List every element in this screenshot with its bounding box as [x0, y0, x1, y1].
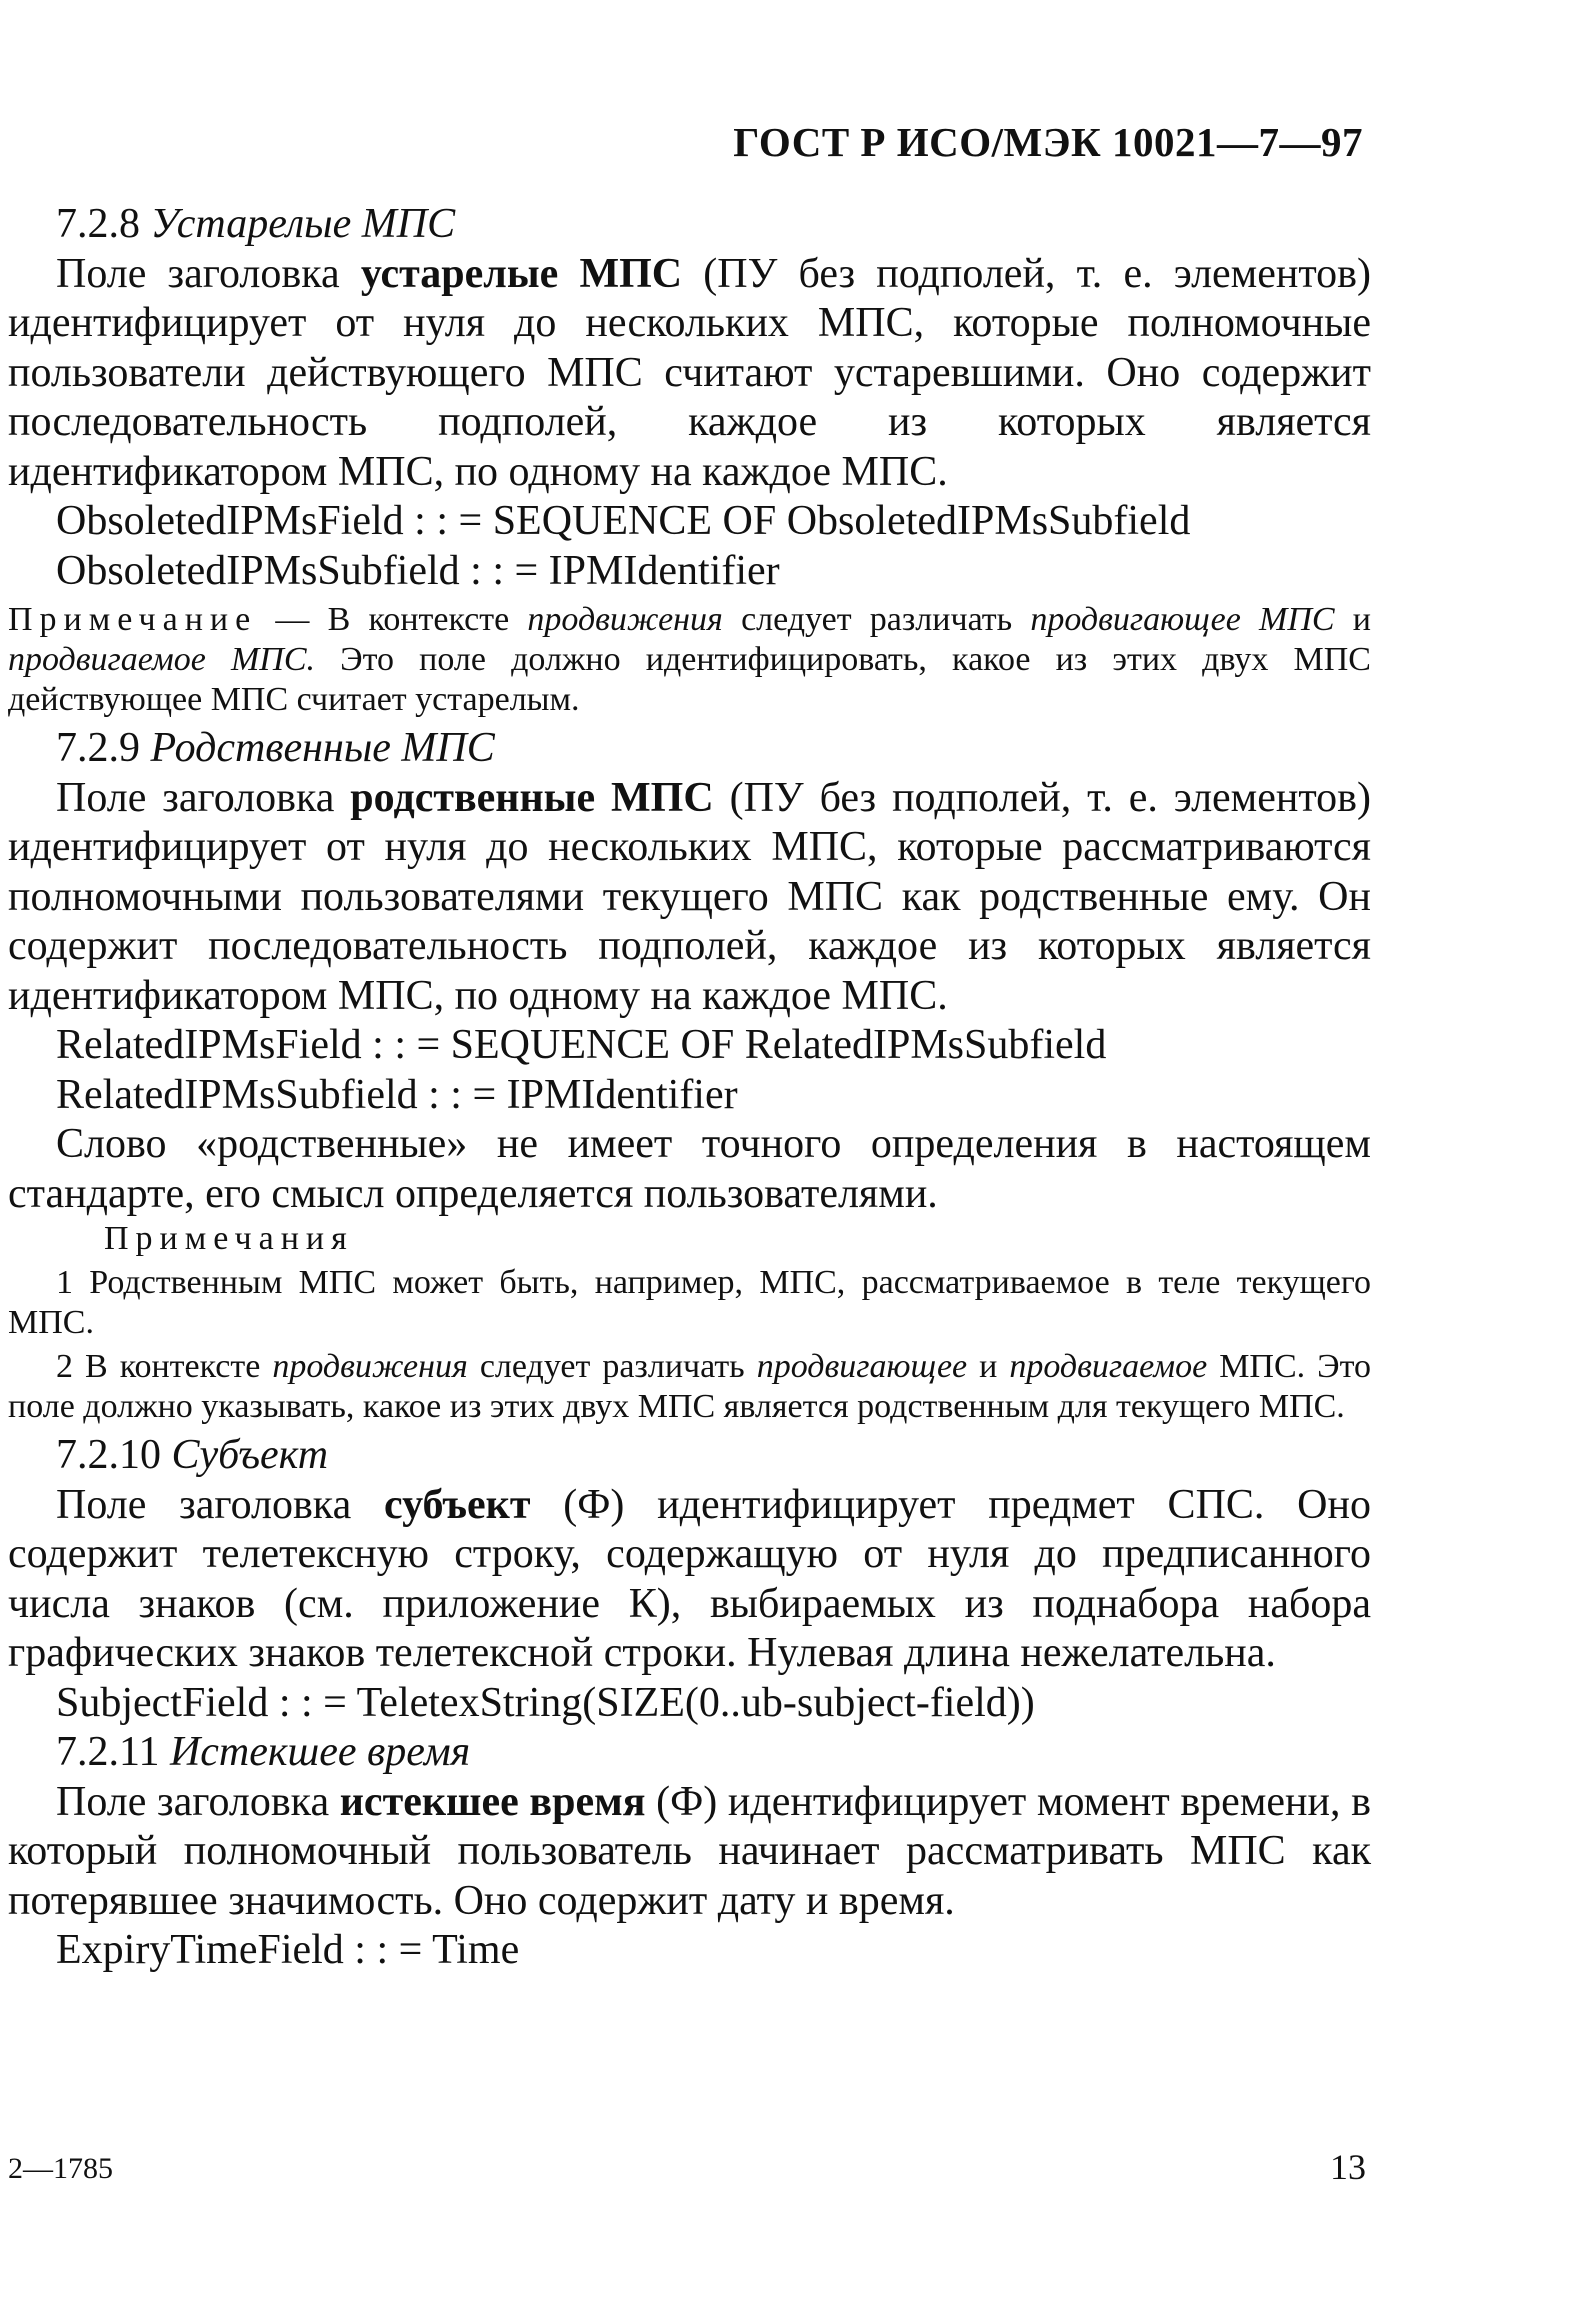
- notes-label: Примечания: [104, 1220, 354, 1257]
- note-2: [8, 1347, 1371, 1427]
- text: — В контексте: [257, 601, 528, 638]
- emphasis: продвижения: [527, 601, 723, 638]
- term: субъект: [384, 1481, 531, 1528]
- section-heading-7-2-10: [8, 1431, 1371, 1481]
- text: (ПУ без подполей, т. е. элементов) идентифицирует от нуля до нескольких МПС, которые полномочные пользователи действующего МПС считают устаревшими. Оно содержит последовательность подполей, каждое из которых является идентификатором МПС, по одному на каждое МПС.: [8, 250, 1371, 495]
- text: (ПУ без подполей, т. е. элементов) идентифицирует от нуля до нескольких МПС, которые рассматриваются полномочными пользователями текущего МПС как родственные ему. Он содержит последовательность подполей, каждое из которых является идентификатором МПС, по одному на каждое МПС.: [8, 774, 1371, 1019]
- emphasis: продвигаемое МПС.: [8, 641, 316, 678]
- asn-definition: ExpiryTimeField : : = Time: [56, 1927, 520, 1973]
- text: Поле заголовка: [56, 250, 361, 297]
- section-title: Истекшее время: [169, 1729, 471, 1775]
- note: [8, 600, 1371, 720]
- text: МПС. Это поле должно указывать, какое из этих двух МПС является родственным для текущего МПС.: [8, 1348, 1372, 1425]
- asn-definition: RelatedIPMsField : : = SEQUENCE OF RelatedIPMsSubfield: [56, 1022, 1107, 1068]
- paragraph: [8, 774, 1371, 1022]
- section-heading-7-2-11: [8, 1728, 1371, 1778]
- emphasis: продвигаемое: [1009, 1348, 1208, 1385]
- term: родственные МПС: [350, 774, 714, 821]
- emphasis: продвигающее: [756, 1348, 968, 1385]
- paragraph: [8, 250, 1371, 498]
- text: Поле заголовка: [56, 774, 351, 821]
- text: следует различать: [722, 601, 1031, 638]
- text: Поле заголовка: [56, 1481, 384, 1528]
- print-code: 2—1785: [8, 2152, 113, 2185]
- section-number: 7.2.10: [56, 1432, 161, 1478]
- text: и: [967, 1348, 1010, 1385]
- note-1: 1 Родственным МПС может быть, например, МПС, рассматриваемое в теле текущего МПС.: [8, 1264, 1371, 1341]
- paragraph: [8, 1481, 1371, 1679]
- emphasis: продвигающее МПС: [1030, 601, 1335, 638]
- text: (Ф) идентифицирует предмет СПС. Оно содержит телетексную строку, содержащую от нуля до предписанного числа знаков (см. приложение К), выбираемых из поднабора набора графических знаков телетексной строки. Нулевая длина нежелательна.: [8, 1481, 1371, 1676]
- text: следует различать: [467, 1348, 757, 1385]
- text: и: [1334, 601, 1371, 638]
- page-number: 13: [1330, 2147, 1366, 2187]
- document-header: ГОСТ Р ИСО/МЭК 10021—7—97: [733, 119, 1363, 165]
- section-heading-7-2-9: [8, 724, 1371, 774]
- term: истекшее время: [339, 1778, 646, 1825]
- text: Это поле должно идентифицировать, какое из этих двух МПС действующее МПС считает устарелым.: [8, 641, 1371, 718]
- asn-definition: ObsoletedIPMsField : : = SEQUENCE OF ObsoletedIPMsSubfield: [56, 498, 1191, 544]
- section-title: Устарелые МПС: [150, 201, 456, 247]
- paragraph: [8, 1778, 1371, 1927]
- paragraph: Слово «родственные» не имеет точного определения в настоящем стандарте, его смысл определяется пользователями.: [8, 1121, 1371, 1217]
- asn-definition: SubjectField : : = TeletexString(SIZE(0..ub-subject-field)): [56, 1679, 1035, 1726]
- section-title: Родственные МПС: [150, 725, 495, 771]
- section-number: 7.2.11: [56, 1729, 160, 1775]
- section-number: 7.2.8: [56, 201, 140, 247]
- text: (Ф) идентифицирует момент времени, в который полномочный пользователь начинает рассматривать МПС как потерявшее значимость. Оно содержит дату и время.: [8, 1778, 1371, 1924]
- text: Поле заголовка: [56, 1778, 340, 1825]
- emphasis: продвижения: [272, 1348, 468, 1385]
- asn-definition: ObsoletedIPMsSubfield : : = IPMIdentifier: [56, 547, 780, 594]
- asn-definition: RelatedIPMsSubfield : : = IPMIdentifier: [56, 1071, 738, 1118]
- section-heading-7-2-8: [8, 200, 1371, 250]
- section-title: Субъект: [171, 1432, 329, 1478]
- document-body: [8, 200, 1371, 1976]
- section-number: 7.2.9: [56, 725, 140, 771]
- note-label: Примечание: [8, 601, 258, 638]
- text: 2 В контексте: [56, 1348, 273, 1385]
- term: устарелые МПС: [360, 250, 683, 297]
